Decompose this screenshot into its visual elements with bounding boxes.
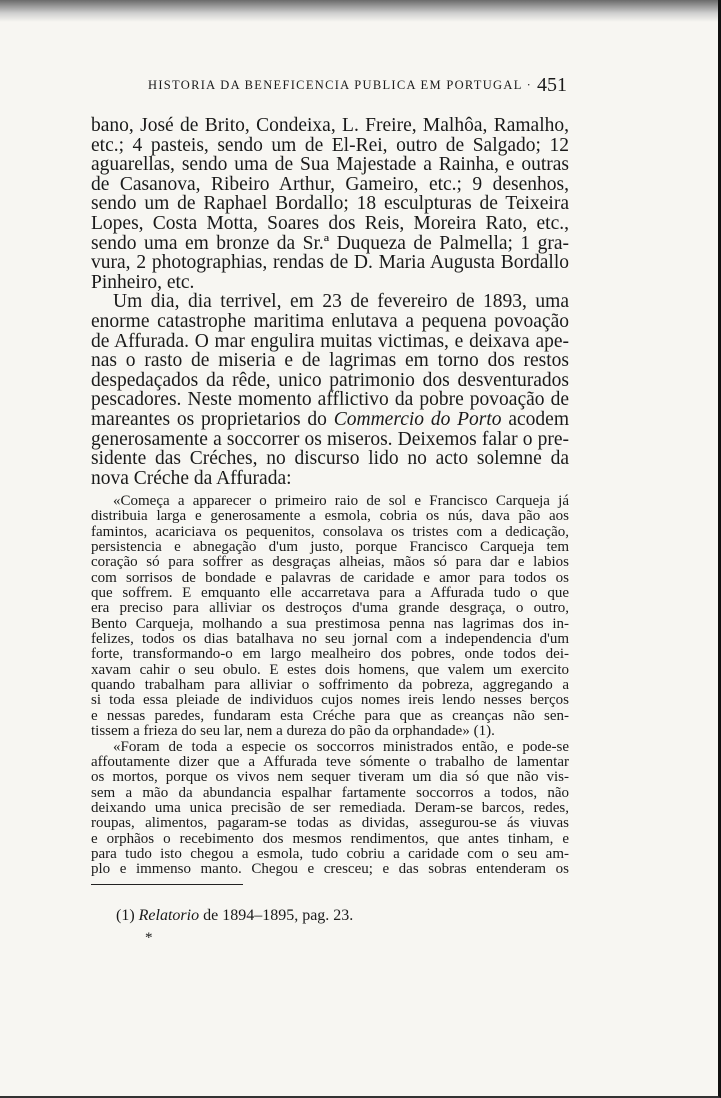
quote-line: deixando uma unica precisão de ser remediada. Deram-se barcos, redes, [91,799,569,816]
quote-line: «Começa a apparecer o primeiro raio de sol e Francisco Carqueja já [113,493,569,509]
quote-line: «Foram de toda a especie os soccorros ministrados então, e pode-se [113,738,569,755]
asterisk-mark: * [145,930,153,946]
footnote-marker: (1) [116,907,135,924]
running-head: HISTORIA DA BENEFICENCIA PUBLICA EM PORTUGAL · [148,78,533,92]
quote-line: tissem a frieza do seu lar, nem a dureza do pão da orphandade» (1). [91,723,495,740]
text-line: nas o rasto de miseria e de lagrimas em torno dos restos [91,350,569,372]
quote-line: forte, transformando-o em largo mealheiro dos pobres, onde todos dei- [91,646,569,663]
footnote [116,907,353,925]
quote-line: que soffrem. E emquanto elle accarretava para a Affurada tudo o que [91,585,569,602]
quote-line: coração só para soffrer as desgraças alheias, mãos só para dar e labios [91,554,569,571]
quote-line: affoutamente dizer que a Affurada teve sómente o trabalho de lamentar [91,753,569,770]
quote-line: si toda essa pleiade de individuos cujos nomes ireis lendo nesses berços [91,692,569,709]
footnote-text: de 1894–1895, pag. 23. [203,907,354,924]
quote-line: sem a mão da abundancia espalhar fartamente soccorros a todos, não [91,784,569,801]
text-line: de Casanova, Ribeiro Arthur, Gameiro, etc.; 9 desenhos, [91,173,569,195]
scan-edge-shadow [0,0,721,22]
footnote-rule [91,884,243,885]
quote-line: xavam cahir o seu obulo. E estes dois homens, que valem um exercito [91,661,569,678]
quote-line: roupas, alimentos, pagaram-se todas as dividas, assegurou-se ás viuvas [91,815,569,832]
quote-line: distribuia larga e generosamente a esmola, cobria os nús, dava pão aos [91,508,569,525]
quote-line: com sorrisos de bondade e palavras de caridade e amor para todos os [91,569,569,586]
page-number: 451 [537,74,567,96]
quote-line: famintos, acariciava os pequenitos, consolava os tristes com a dedicação, [91,523,569,540]
page-header [0,74,721,104]
text-line: de Affurada. O mar engulira muitas victimas, e deixava ape- [91,330,569,352]
text-line: vura, 2 photographias, rendas de D. Maria Augusta Bordallo [91,252,569,274]
text-line: nova Créche da Affurada: [91,467,292,489]
text-line: sidente das Créches, no discurso lido no acto solemne da [91,448,569,470]
text-line: sendo uma em bronze da Sr.ª Duqueza de Palmella; 1 gra- [91,232,569,254]
text-line: bano, José de Brito, Condeixa, L. Freire, Malhôa, Ramalho, [91,115,569,136]
quote-line: e orphãos o recebimento dos mesmos rendimentos, que antes tinham, e [91,830,569,847]
text-line: aguarellas, sendo uma de Sua Majestade a Rainha, e outras [91,154,569,176]
quote-line: era preciso para alliviar os destroços d'uma grande desgraça, o outro, [91,600,569,617]
text-line [91,410,569,430]
text-run: mareantes os proprietarios do [91,408,327,430]
body-text [91,116,569,488]
text-run: acodem [508,408,570,430]
text-line: Um dia, dia terrivel, em 23 de fevereiro de 1893, uma [113,291,569,313]
quote-line: persistencia e abnegação d'um justo, porque Francisco Carqueja tem [91,539,569,556]
footnote-title: Relatorio [138,907,200,924]
quote-line: e nessas paredes, fundaram esta Créche para que as creanças não sen- [91,707,569,724]
block-quote [91,494,569,878]
quote-line: felizes, todos os dias batalhava no seu jornal com a independencia d'um [91,631,569,648]
quote-line: os mortos, porque os vivos nem sequer tiveram um dia só que não vis- [91,769,569,786]
quote-line: quando trabalham para alliviar o soffrimento da pobreza, aggregando a [91,677,569,694]
text-line: despedaçados da rêde, unico patrimonio dos desventurados [91,369,569,391]
text-line: etc.; 4 pasteis, sendo um de El-Rei, outro de Salgado; 12 [91,134,569,156]
text-line: pescadores. Neste momento afflictivo da pobre povoação de [91,389,569,411]
quote-line: para tudo isto chegou a esmola, tudo cobriu a caridade com o seu am- [91,845,569,862]
text-line: sendo um de Raphael Bordallo; 18 esculpturas de Teixeira [91,193,569,215]
text-line: enorme catastrophe maritima enlutava a pequena povoação [91,310,569,332]
quote-line: plo e immenso manto. Chegou e cresceu; e das sobras entenderam os [91,861,569,878]
text-line: generosamente a soccorrer os miseros. Deixemos falar o pre- [91,428,569,450]
italic-title: Commercio do Porto [333,408,502,430]
text-line: Pinheiro, etc. [91,271,195,293]
quote-line: Bento Carqueja, molhando a sua prestimosa penna nas lagrimas dos in- [91,615,569,632]
text-line: Lopes, Costa Motta, Soares dos Reis, Moreira Rato, etc., [91,212,569,234]
